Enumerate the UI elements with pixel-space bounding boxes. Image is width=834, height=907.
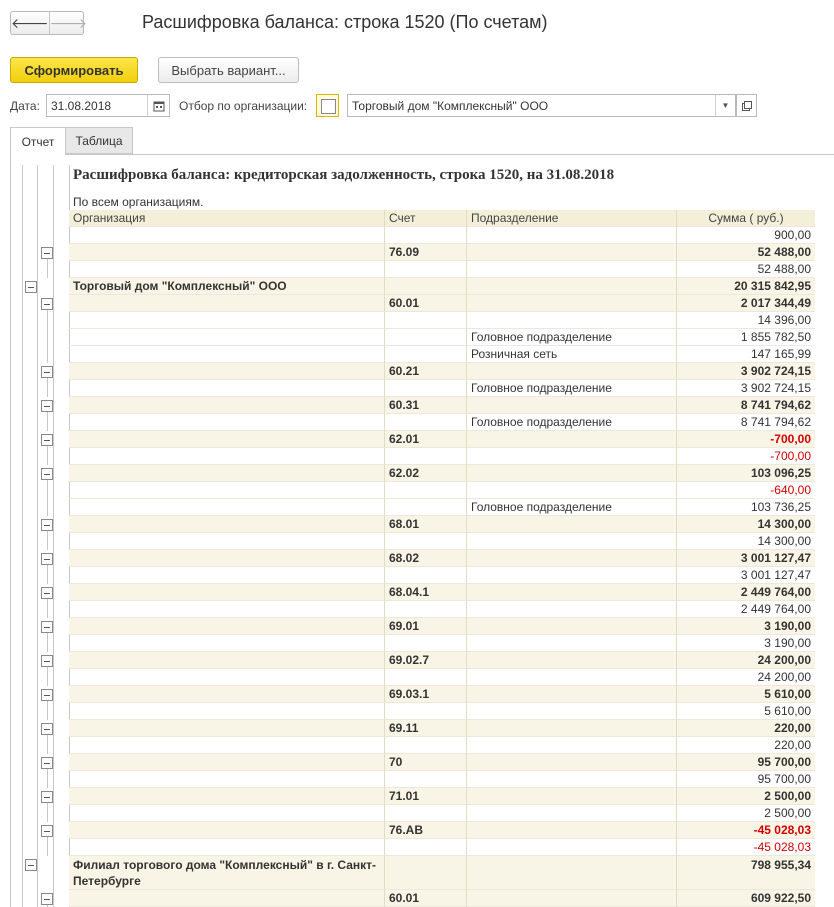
collapse-subgroup-icon[interactable] [41,434,53,446]
collapse-group-icon[interactable] [25,281,37,293]
row-organization [69,788,385,805]
table-row[interactable] [69,737,815,754]
tab-table[interactable]: Таблица [66,127,133,154]
row-sum: 95 700,00 [677,754,815,771]
row-sum: -45 028,03 [677,839,815,856]
row-account [385,312,467,329]
row-sum: 3 190,00 [677,618,815,635]
row-organization [69,584,385,601]
row-sum: -45 028,03 [677,822,815,839]
collapse-subgroup-icon[interactable] [41,519,53,531]
table-row[interactable] [69,567,815,584]
tree-connector-line [47,531,48,550]
row-organization [69,346,385,363]
table-row[interactable] [69,312,815,329]
row-organization [69,516,385,533]
table-row[interactable] [69,516,815,533]
tree-connector-line [47,310,48,363]
row-sum: 52 488,00 [677,261,815,278]
row-organization [69,754,385,771]
collapse-subgroup-icon[interactable] [41,621,53,633]
row-account [385,346,467,363]
row-account [385,533,467,550]
row-sum: 220,00 [677,737,815,754]
row-account [385,669,467,686]
table-row[interactable] [69,635,815,652]
tree-connector-line [47,803,48,822]
row-sum: -640,00 [677,482,815,499]
row-organization [69,550,385,567]
row-sum: 103 736,25 [677,499,815,516]
tree-connector-line [47,633,48,652]
row-department [467,788,677,805]
collapse-subgroup-icon[interactable] [41,655,53,667]
row-sum: 3 902 724,15 [677,363,815,380]
collapse-subgroup-icon[interactable] [41,553,53,565]
tree-connector-line [47,259,48,278]
table-row[interactable] [69,499,815,516]
table-row[interactable] [69,397,815,414]
row-organization [69,244,385,261]
row-sum: 2 500,00 [677,805,815,822]
report-table [69,210,815,907]
report-area [10,154,834,907]
row-department [467,669,677,686]
row-account [385,329,467,346]
choose-variant-button[interactable]: Выбрать вариант... [158,57,299,83]
row-account: 62.02 [385,465,467,482]
collapse-subgroup-icon[interactable] [41,893,53,905]
table-row[interactable] [69,652,815,669]
row-sum: 24 200,00 [677,669,815,686]
date-value: 31.08.2018 [51,98,112,113]
row-account: 60.01 [385,890,467,907]
table-row[interactable] [69,244,815,261]
row-organization [69,499,385,516]
table-row[interactable] [69,805,815,822]
row-account: 68.01 [385,516,467,533]
organization-select[interactable] [347,94,736,117]
organization-value: Торговый дом "Комплексный" ООО [352,98,549,113]
forward-arrow-icon[interactable]: 🡒 [49,12,88,34]
row-account [385,771,467,788]
row-department [467,465,677,482]
report-title: Расшифровка баланса: кредиторская задолженность, строка 1520, на 31.08.2018 [73,167,615,183]
row-department [467,839,677,856]
table-row[interactable] [69,533,815,550]
row-organization [69,635,385,652]
org-filter-label: Отбор по организации: [179,99,308,113]
table-row[interactable] [69,822,815,839]
tree-connector-line [47,769,48,788]
date-label: Дата: [10,99,40,113]
row-account: 60.01 [385,295,467,312]
row-department [467,567,677,584]
row-organization [69,737,385,754]
row-sum: 5 610,00 [677,686,815,703]
row-account [385,261,467,278]
tree-connector-line [47,599,48,618]
tree-connector-line [47,480,48,516]
row-organization [69,720,385,737]
row-department [467,482,677,499]
row-account [385,839,467,856]
row-sum: 2 500,00 [677,788,815,805]
row-organization [69,703,385,720]
row-organization [69,805,385,822]
org-filter-checkbox[interactable] [316,94,339,117]
table-row[interactable] [69,329,815,346]
row-organization [69,669,385,686]
open-window-icon [742,101,752,111]
row-organization [69,533,385,550]
row-account [385,227,467,244]
row-organization [69,482,385,499]
row-account [385,703,467,720]
row-department [467,771,677,788]
row-department [467,856,677,890]
row-department [467,227,677,244]
column-header-organization: Организация [69,210,385,227]
tree-connector-line [47,565,48,584]
row-organization [69,431,385,448]
tree-connector-line [47,446,48,465]
row-sum: 3 001 127,47 [677,567,815,584]
row-account [385,601,467,618]
row-sum: 103 096,25 [677,465,815,482]
row-organization [69,295,385,312]
gutter-divider [37,165,38,907]
row-department [467,431,677,448]
row-organization [69,397,385,414]
column-header-account: Счет [385,210,467,227]
row-sum: 14 300,00 [677,516,815,533]
row-organization [69,890,385,907]
collapse-subgroup-icon[interactable] [41,689,53,701]
row-department [467,244,677,261]
window-title: Расшифровка баланса: строка 1520 (По счетам) [142,12,548,32]
row-department [467,635,677,652]
row-sum: 609 922,50 [677,890,815,907]
collapse-subgroup-icon[interactable] [41,825,53,837]
row-department: Головное подразделение [467,414,677,431]
table-row[interactable] [69,227,815,244]
row-sum: 1 855 782,50 [677,329,815,346]
row-sum: 798 955,34 [677,856,815,890]
row-sum: 8 741 794,62 [677,397,815,414]
row-department: Розничная сеть [467,346,677,363]
table-row[interactable] [69,890,815,907]
row-account [385,567,467,584]
table-row[interactable] [69,720,815,737]
column-header-department: Подразделение [467,210,677,227]
tab-report[interactable]: Отчет [10,127,66,155]
table-row[interactable] [69,703,815,720]
table-row[interactable] [69,482,815,499]
table-row[interactable] [69,295,815,312]
row-department [467,890,677,907]
row-organization [69,822,385,839]
row-sum: 2 449 764,00 [677,601,815,618]
row-department [467,686,677,703]
row-sum: 14 396,00 [677,312,815,329]
row-sum: 95 700,00 [677,771,815,788]
navigation-buttons [10,11,88,35]
table-row[interactable] [69,771,815,788]
row-account [385,635,467,652]
table-row[interactable] [69,754,815,771]
row-account: 76.09 [385,244,467,261]
row-account [385,482,467,499]
row-department: Головное подразделение [467,499,677,516]
collapse-subgroup-icon[interactable] [41,366,53,378]
collapse-subgroup-icon[interactable] [41,757,53,769]
table-row[interactable] [69,465,815,482]
row-sum: 147 165,99 [677,346,815,363]
row-account: 60.31 [385,397,467,414]
row-organization [69,380,385,397]
row-sum: 3 190,00 [677,635,815,652]
row-account: 70 [385,754,467,771]
row-department [467,618,677,635]
row-account [385,448,467,465]
row-organization [69,261,385,278]
row-sum: 20 315 842,95 [677,278,815,295]
row-department [467,720,677,737]
row-department [467,754,677,771]
tree-connector-line [47,667,48,686]
calendar-icon[interactable] [147,95,169,116]
row-sum: 2 449 764,00 [677,584,815,601]
row-department [467,312,677,329]
row-organization [69,465,385,482]
row-sum: -700,00 [677,431,815,448]
row-department [467,737,677,754]
row-account [385,499,467,516]
collapse-subgroup-icon[interactable] [41,400,53,412]
report-note: По всем организациям. [73,195,204,209]
table-row[interactable] [69,448,815,465]
row-department [467,295,677,312]
row-department [467,261,677,278]
tree-connector-line [47,412,48,431]
tree-connector-line [47,378,48,397]
table-row[interactable] [69,618,815,635]
row-department [467,278,677,295]
row-account [385,805,467,822]
row-account [385,856,467,890]
table-row[interactable] [69,431,815,448]
row-department [467,601,677,618]
row-department [467,584,677,601]
collapse-subgroup-icon[interactable] [41,247,53,259]
row-organization [69,227,385,244]
table-row[interactable] [69,686,815,703]
table-row[interactable] [69,669,815,686]
row-sum: 24 200,00 [677,652,815,669]
row-sum: 5 610,00 [677,703,815,720]
row-organization [69,312,385,329]
row-sum: 3 001 127,47 [677,550,815,567]
row-department [467,533,677,550]
row-organization [69,686,385,703]
row-organization [69,329,385,346]
row-department [467,448,677,465]
row-department [467,822,677,839]
table-header-row [69,210,815,227]
row-department [467,516,677,533]
collapse-subgroup-icon[interactable] [41,298,53,310]
tree-connector-line [47,837,48,856]
row-account: 68.04.1 [385,584,467,601]
row-department [467,363,677,380]
row-account: 60.21 [385,363,467,380]
collapse-group-icon[interactable] [25,859,37,871]
row-department [467,703,677,720]
generate-button[interactable]: Сформировать [10,57,138,83]
row-organization: Торговый дом "Комплексный" ООО [69,278,385,295]
table-row[interactable] [69,380,815,397]
row-organization [69,601,385,618]
row-sum: 900,00 [677,227,815,244]
row-department: Головное подразделение [467,329,677,346]
open-organization-button[interactable] [736,94,757,117]
table-row[interactable] [69,550,815,567]
row-department [467,550,677,567]
tree-connector-line [47,735,48,754]
row-organization [69,567,385,584]
row-account [385,414,467,431]
row-sum: 14 300,00 [677,533,815,550]
table-row[interactable] [69,584,815,601]
collapse-subgroup-icon[interactable] [41,587,53,599]
row-organization [69,618,385,635]
row-account: 69.03.1 [385,686,467,703]
gutter-divider [22,165,23,907]
row-department [467,805,677,822]
table-row[interactable] [69,363,815,380]
row-organization [69,839,385,856]
table-row[interactable] [69,601,815,618]
row-account: 76.АВ [385,822,467,839]
date-field[interactable] [46,94,170,117]
table-row[interactable] [69,346,815,363]
row-account: 69.11 [385,720,467,737]
row-department [467,397,677,414]
row-sum: 8 741 794,62 [677,414,815,431]
row-department [467,652,677,669]
row-account [385,380,467,397]
row-organization [69,363,385,380]
collapse-subgroup-icon[interactable] [41,468,53,480]
row-account [385,278,467,295]
row-organization [69,771,385,788]
row-department: Головное подразделение [467,380,677,397]
table-row[interactable] [69,788,815,805]
table-row[interactable] [69,856,815,890]
gutter-divider [53,165,54,907]
row-account: 69.01 [385,618,467,635]
dropdown-arrow-icon[interactable]: ▼ [715,95,735,116]
row-sum: -700,00 [677,448,815,465]
row-sum: 3 902 724,15 [677,380,815,397]
row-organization: Филиал торгового дома "Комплексный" в г. Санкт-Петербурге [69,856,385,890]
back-arrow-icon[interactable]: 🡐 [11,14,49,31]
row-account: 62.01 [385,431,467,448]
row-account: 68.02 [385,550,467,567]
row-sum: 220,00 [677,720,815,737]
row-account [385,737,467,754]
table-row[interactable] [69,278,815,295]
tree-connector-line [47,701,48,720]
table-row[interactable] [69,261,815,278]
row-sum: 52 488,00 [677,244,815,261]
row-organization [69,652,385,669]
collapse-subgroup-icon[interactable] [41,723,53,735]
collapse-subgroup-icon[interactable] [41,791,53,803]
row-organization [69,448,385,465]
row-account: 71.01 [385,788,467,805]
row-sum: 2 017 344,49 [677,295,815,312]
table-row[interactable] [69,414,815,431]
column-header-sum: Сумма ( руб.) [677,210,815,227]
row-organization [69,414,385,431]
row-account: 69.02.7 [385,652,467,669]
table-row[interactable] [69,839,815,856]
